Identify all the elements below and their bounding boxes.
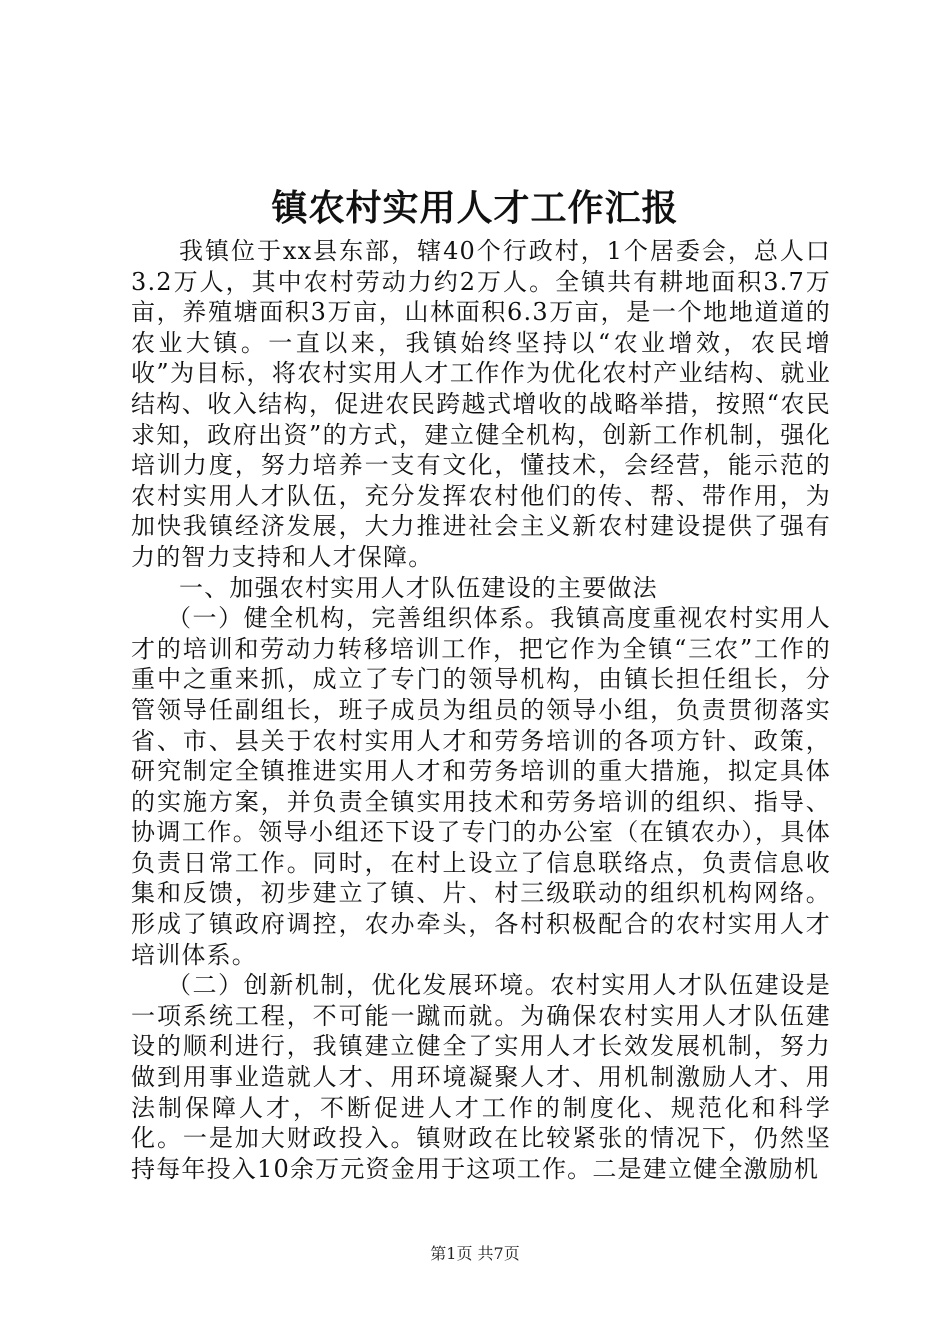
subsection-paragraph-2: （二）创新机制，优化发展环境。农村实用人才队伍建设是一项系统工程，不可能一蹴而就。为确保农村实用人才队伍建设的顺利进行，我镇建立健全了实用人才长效发展机制，努力做到用事业造就人才、用环境凝聚人才、用机制激励人才、用法制保障人才，不断促进人才工作的制度化、规范化和科学化。一是加大财政投入。镇财政在比较紧张的情况下，仍然坚持每年投入10余万元资金用于这项工作。二是建立健全激励机 bbox=[131, 971, 831, 1183]
section-heading: 一、加强农村实用人才队伍建设的主要做法 bbox=[179, 573, 658, 602]
page-number-footer: 第1页 共7页 bbox=[430, 1244, 520, 1263]
intro-paragraph: 我镇位于xx县东部，辖40个行政村，1个居委会，总人口3.2万人，其中农村劳动力约2万人。全镇共有耕地面积3.7万亩，养殖塘面积3万亩，山林面积6.3万亩，是一个地地道道的农业大镇。一直以来，我镇始终坚持以“农业增效，农民增收”为目标，将农村实用人才工作作为优化农村产业结构、就业结构、收入结构，促进农民跨越式增收的战略举措，按照“农民求知，政府出资”的方式，建立健全机构，创新工作机制，强化培训力度，努力培养一支有文化，懂技术，会经营，能示范的农村实用人才队伍，充分发挥农村他们的传、帮、带作用，为加快我镇经济发展，大力推进社会主义新农村建设提供了强有力的智力支持和人才保障。 bbox=[131, 237, 831, 571]
document-title: 镇农村实用人才工作汇报 bbox=[271, 187, 679, 229]
subsection-paragraph-1: （一）健全机构，完善组织体系。我镇高度重视农村实用人才的培训和劳动力转移培训工作，把它作为全镇“三农”工作的重中之重来抓，成立了专门的领导机构，由镇长担任组长，分管领导任副组长，班子成员为组员的领导小组，负责贯彻落实省、市、县关于农村实用人才和劳务培训的各项方针、政策，研究制定全镇推进实用人才和劳务培训的重大措施，拟定具体的实施方案，并负责全镇实用技术和劳务培训的组织、指导、协调工作。领导小组还下设了专门的办公室（在镇农办），具体负责日常工作。同时，在村上设立了信息联络点，负责信息收集和反馈，初步建立了镇、片、村三级联动的组织机构网络。形成了镇政府调控，农办牵头，各村积极配合的农村实用人才培训体系。 bbox=[131, 604, 831, 969]
document-body bbox=[131, 236, 831, 1184]
